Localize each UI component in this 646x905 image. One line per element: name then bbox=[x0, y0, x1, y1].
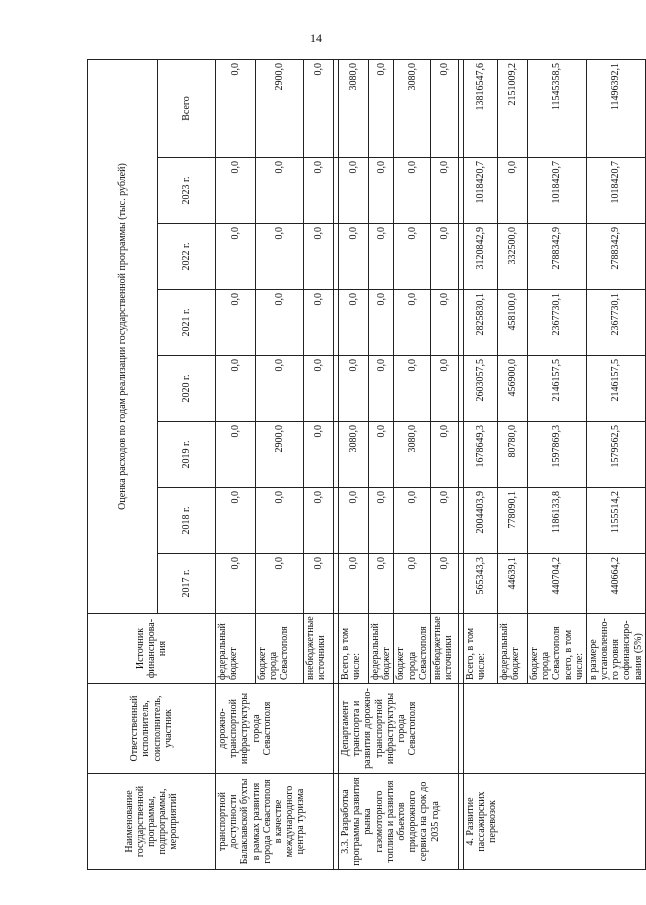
value-cell: 0,0 bbox=[394, 488, 431, 554]
value-cell: 0,0 bbox=[339, 554, 369, 614]
value-cell: 0,0 bbox=[339, 488, 369, 554]
funding-source-cell: бюджет города Севастополя bbox=[394, 614, 431, 684]
value-cell: 0,0 bbox=[369, 554, 394, 614]
total-cell: 0,0 bbox=[304, 60, 334, 158]
total-cell: 0,0 bbox=[430, 60, 458, 158]
value-cell: 0,0 bbox=[430, 158, 458, 224]
value-cell: 0,0 bbox=[369, 158, 394, 224]
total-cell: 3080,0 bbox=[339, 60, 369, 158]
value-cell: 0,0 bbox=[430, 554, 458, 614]
value-cell: 1579562,5 bbox=[586, 422, 645, 488]
value-cell: 0,0 bbox=[216, 488, 256, 554]
value-cell: 440664,2 bbox=[586, 554, 645, 614]
header-year: 2021 г. bbox=[158, 290, 216, 356]
value-cell: 0,0 bbox=[304, 554, 334, 614]
value-cell: 0,0 bbox=[256, 290, 304, 356]
executor-cell: дорожно-транспортной инфраструктуры города Севастополя bbox=[216, 684, 334, 774]
table-body bbox=[216, 60, 646, 870]
value-cell: 1018420,7 bbox=[586, 158, 645, 224]
rotated-table-container bbox=[87, 60, 644, 870]
funding-source-cell: в размере установленно-го уровня софинансиро-вания (5%) bbox=[586, 614, 645, 684]
executor-cell: Департамент транспорта и развития дорожно-транспортной инфраструктуры города Севастополя bbox=[339, 684, 459, 774]
value-cell: 0,0 bbox=[216, 224, 256, 290]
value-cell: 332500,0 bbox=[497, 224, 527, 290]
value-cell: 0,0 bbox=[394, 290, 431, 356]
value-cell: 2146157,5 bbox=[527, 356, 586, 422]
header-year: 2019 г. bbox=[158, 422, 216, 488]
total-cell: 0,0 bbox=[216, 60, 256, 158]
value-cell: 0,0 bbox=[339, 158, 369, 224]
value-cell: 1186133,8 bbox=[527, 488, 586, 554]
value-cell: 456900,0 bbox=[497, 356, 527, 422]
value-cell: 0,0 bbox=[369, 422, 394, 488]
value-cell: 0,0 bbox=[339, 356, 369, 422]
value-cell: 2367730,1 bbox=[586, 290, 645, 356]
program-name-cell: 4. Развитие пассажирских перевозок bbox=[463, 774, 645, 870]
value-cell: 2367730,1 bbox=[527, 290, 586, 356]
value-cell: 1155514,2 bbox=[586, 488, 645, 554]
value-cell: 1018420,7 bbox=[463, 158, 497, 224]
funding-source-cell: внебюджетные источники bbox=[430, 614, 458, 684]
value-cell: 458100,0 bbox=[497, 290, 527, 356]
value-cell: 1018420,7 bbox=[527, 158, 586, 224]
value-cell: 0,0 bbox=[497, 158, 527, 224]
value-cell: 2146157,5 bbox=[586, 356, 645, 422]
value-cell: 2788342,9 bbox=[527, 224, 586, 290]
value-cell: 2825830,1 bbox=[463, 290, 497, 356]
header-year: 2020 г. bbox=[158, 356, 216, 422]
total-cell: 2900,0 bbox=[256, 60, 304, 158]
funding-source-cell: бюджет города Севастополя bbox=[256, 614, 304, 684]
value-cell: 3080,0 bbox=[339, 422, 369, 488]
total-cell: 11496392,1 bbox=[586, 60, 645, 158]
value-cell: 0,0 bbox=[394, 554, 431, 614]
value-cell: 0,0 bbox=[216, 158, 256, 224]
total-cell: 13816547,6 bbox=[463, 60, 497, 158]
value-cell: 1597869,3 bbox=[527, 422, 586, 488]
header-source: Источник финансирова-ния bbox=[88, 614, 216, 684]
header-year: 2023 г. bbox=[158, 158, 216, 224]
value-cell: 2788342,9 bbox=[586, 224, 645, 290]
value-cell: 0,0 bbox=[216, 554, 256, 614]
value-cell: 0,0 bbox=[304, 488, 334, 554]
value-cell: 0,0 bbox=[430, 224, 458, 290]
funding-source-cell: федеральный бюджет bbox=[497, 614, 527, 684]
value-cell: 0,0 bbox=[304, 422, 334, 488]
value-cell: 0,0 bbox=[394, 224, 431, 290]
value-cell: 565343,3 bbox=[463, 554, 497, 614]
value-cell: 80780,0 bbox=[497, 422, 527, 488]
total-cell: 2151009,2 bbox=[497, 60, 527, 158]
total-cell: 11545358,5 bbox=[527, 60, 586, 158]
value-cell: 0,0 bbox=[369, 224, 394, 290]
value-cell: 0,0 bbox=[256, 488, 304, 554]
value-cell: 2603057,5 bbox=[463, 356, 497, 422]
value-cell: 0,0 bbox=[369, 488, 394, 554]
value-cell: 0,0 bbox=[216, 422, 256, 488]
header-estimate: Оценка расходов по годам реализации государственной программы (тыс. рублей) bbox=[88, 60, 158, 614]
value-cell: 0,0 bbox=[430, 488, 458, 554]
value-cell: 0,0 bbox=[256, 356, 304, 422]
funding-source-cell: федеральный бюджет bbox=[216, 614, 256, 684]
funding-source-cell: Всего, в том числе: bbox=[339, 614, 369, 684]
header-name: Наименование государственной программы, подпрограммы, мероприятий bbox=[88, 774, 216, 870]
page-number: 14 bbox=[310, 31, 322, 45]
value-cell: 0,0 bbox=[216, 290, 256, 356]
value-cell: 0,0 bbox=[256, 554, 304, 614]
value-cell: 0,0 bbox=[394, 356, 431, 422]
executor-cell bbox=[463, 684, 645, 774]
header-total: Всего bbox=[158, 60, 216, 158]
table-row bbox=[339, 60, 369, 870]
value-cell: 0,0 bbox=[256, 224, 304, 290]
value-cell: 0,0 bbox=[216, 356, 256, 422]
total-cell: 0,0 bbox=[369, 60, 394, 158]
value-cell: 0,0 bbox=[256, 158, 304, 224]
value-cell: 1678649,3 bbox=[463, 422, 497, 488]
value-cell: 0,0 bbox=[339, 224, 369, 290]
value-cell: 0,0 bbox=[339, 290, 369, 356]
value-cell: 0,0 bbox=[304, 158, 334, 224]
value-cell: 2900,0 bbox=[256, 422, 304, 488]
total-cell: 3080,0 bbox=[394, 60, 431, 158]
funding-source-cell: бюджет города Севастополя всего, в том числе: bbox=[527, 614, 586, 684]
value-cell: 778090,1 bbox=[497, 488, 527, 554]
table-row bbox=[216, 60, 256, 870]
value-cell: 44639,1 bbox=[497, 554, 527, 614]
value-cell: 0,0 bbox=[304, 356, 334, 422]
funding-source-cell: федеральный бюджет bbox=[369, 614, 394, 684]
expenditure-table bbox=[87, 59, 646, 870]
table-row bbox=[463, 60, 497, 870]
value-cell: 2004403,9 bbox=[463, 488, 497, 554]
value-cell: 0,0 bbox=[430, 356, 458, 422]
value-cell: 0,0 bbox=[304, 290, 334, 356]
program-name-cell: транспортной доступности Балаклавской бухты в рамках развития города Севастополя в качестве международного центра туризма bbox=[216, 774, 334, 870]
value-cell: 0,0 bbox=[369, 290, 394, 356]
value-cell: 0,0 bbox=[430, 422, 458, 488]
value-cell: 3120842,9 bbox=[463, 224, 497, 290]
header-executor: Ответственный исполнитель, соисполнитель, участник bbox=[88, 684, 216, 774]
header-year: 2022 г. bbox=[158, 224, 216, 290]
value-cell: 0,0 bbox=[304, 224, 334, 290]
header-year: 2018 г. bbox=[158, 488, 216, 554]
value-cell: 0,0 bbox=[430, 290, 458, 356]
value-cell: 440704,2 bbox=[527, 554, 586, 614]
value-cell: 0,0 bbox=[394, 158, 431, 224]
program-name-cell: 3.3. Разработка программы развития рынка газомоторного топлива и развития объектов придорожного сервиса на срок до 2035 года bbox=[339, 774, 459, 870]
funding-source-cell: Всего, в том числе: bbox=[463, 614, 497, 684]
header-year: 2017 г. bbox=[158, 554, 216, 614]
funding-source-cell: внебюджетные источники bbox=[304, 614, 334, 684]
value-cell: 0,0 bbox=[369, 356, 394, 422]
value-cell: 3080,0 bbox=[394, 422, 431, 488]
